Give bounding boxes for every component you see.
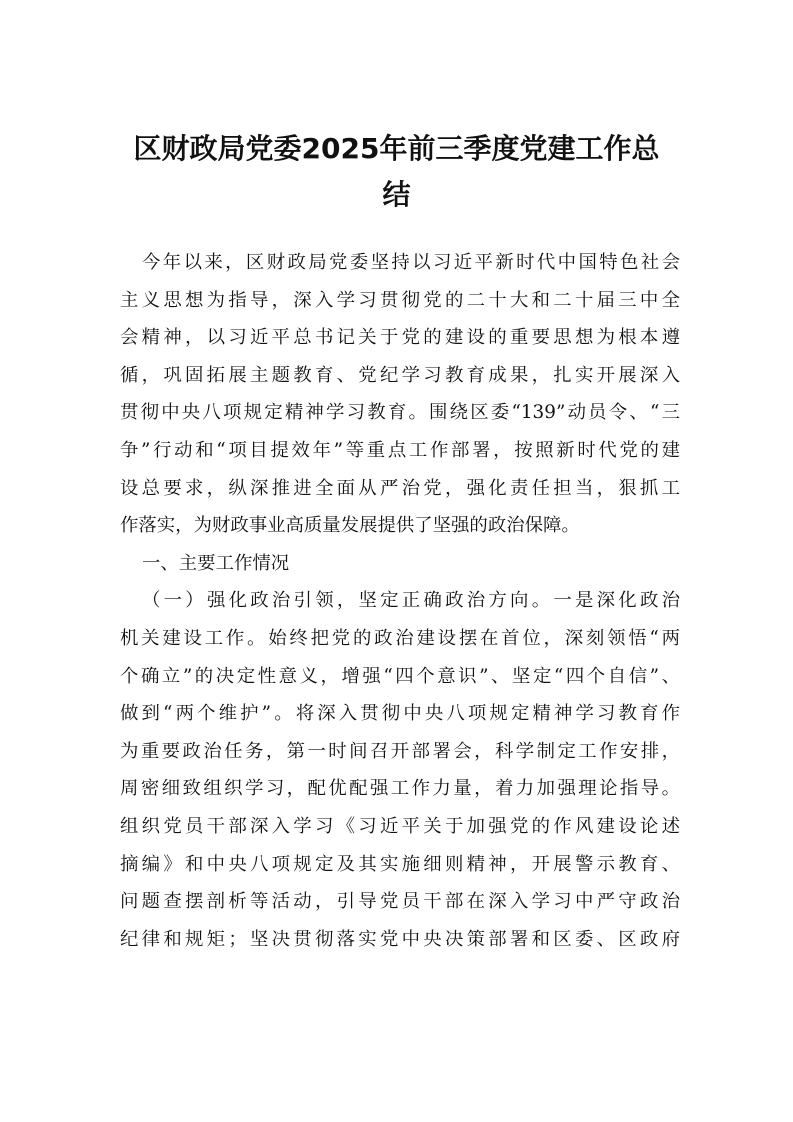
section-line: 做到“两个维护”。将深入贯彻中央八项规定精神学习教育作 [120,703,680,725]
section-line: 个确立”的决定性意义，增强“四个意识”、坚定“四个自信”、 [120,665,680,687]
section-line: 摘编》和中央八项规定及其实施细则精神，开展警示教育、 [120,853,680,875]
document-body [120,244,680,958]
title-line-2: 结 [382,178,411,211]
intro-line: 贯彻中央八项规定精神学习教育。围绕区委“139”动员令、“三 [120,402,680,424]
intro-line: 争”行动和“项目提效年”等重点工作部署，按照新时代党的建 [120,439,680,461]
section-line: 为重要政治任务，第一时间召开部署会，科学制定工作安排， [120,740,680,762]
intro-line: 作落实，为财政事业高质量发展提供了坚强的政治保障。 [120,515,580,537]
section-line: 组织党员干部深入学习《习近平关于加强党的作风建设论述 [120,815,680,837]
section-line: 周密细致组织学习，配优配强工作力量，着力加强理论指导。 [120,778,680,800]
intro-line: 会精神，以习近平总书记关于党的建设的重要思想为根本遵 [120,327,680,349]
title-line-1: 区财政局党委2025年前三季度党建工作总 [133,132,660,165]
section-heading: 一、主要工作情况 [142,552,290,574]
document-title [110,126,683,218]
intro-line: 设总要求，纵深推进全面从严治党，强化责任担当，狠抓工 [120,477,680,499]
section-line: 机关建设工作。始终把党的政治建设摆在首位，深刻领悟“两 [120,627,680,649]
intro-line: 主义思想为指导，深入学习贯彻党的二十大和二十届三中全 [120,289,680,311]
intro-line: 循，巩固拓展主题教育、党纪学习教育成果，扎实开展深入 [120,364,680,386]
section-line: 纪律和规矩；坚决贯彻落实党中央决策部署和区委、区政府 [120,928,680,950]
intro-line: 今年以来，区财政局党委坚持以习近平新时代中国特色社会 [142,252,680,273]
section-line: 问题查摆剖析等活动，引导党员干部在深入学习中严守政治 [120,891,680,913]
section-line: （一）强化政治引领，坚定正确政治方向。一是深化政治 [142,590,680,612]
